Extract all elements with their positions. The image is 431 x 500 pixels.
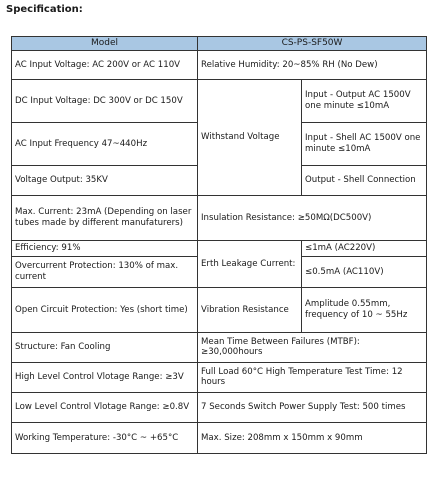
- open-circuit-protection-cell: Open Circuit Protection: Yes (short time): [12, 287, 198, 332]
- model-value-cell: CS-PS-SF50W: [198, 37, 427, 51]
- insulation-resistance-cell: Insulation Resistance: ≥50MΩ(DC500V): [198, 195, 427, 240]
- full-load-test-cell: Full Load 60°C High Temperature Test Time: 12 hours: [198, 362, 427, 392]
- table-row: [12, 287, 427, 332]
- working-temperature-cell: Working Temperature: -30°C ~ +65°C: [12, 422, 198, 453]
- page-heading: Specification:: [6, 4, 83, 15]
- switch-test-cell: 7 Seconds Switch Power Supply Test: 500 times: [198, 392, 427, 422]
- vibration-value-cell: Amplitude 0.55mm, frequency of 10 ~ 55Hz: [302, 287, 427, 332]
- leakage-ac220-cell: ≤1mA (AC220V): [302, 240, 427, 256]
- leakage-ac110-cell: ≤0.5mA (AC110V): [302, 256, 427, 287]
- table-row: [12, 195, 427, 240]
- efficiency-cell: Efficiency: 91%: [12, 240, 198, 256]
- table-row: [12, 422, 427, 453]
- withstand-input-output-cell: Input - Output AC 1500V one minute ≤10mA: [302, 79, 427, 122]
- high-level-control-cell: High Level Control Vlotage Range: ≥3V: [12, 362, 198, 392]
- ac-input-frequency-cell: AC Input Frequency 47~440Hz: [12, 122, 198, 165]
- withstand-voltage-cell: Withstand Voltage: [198, 79, 302, 195]
- table-row: [12, 332, 427, 362]
- earth-leakage-cell: Erth Leakage Current:: [198, 240, 302, 287]
- dc-input-voltage-cell: DC Input Voltage: DC 300V or DC 150V: [12, 79, 198, 122]
- model-label-cell: Model: [12, 37, 198, 51]
- overcurrent-protection-cell: Overcurrent Protection: 130% of max. current: [12, 256, 198, 287]
- structure-cell: Structure: Fan Cooling: [12, 332, 198, 362]
- table-row: [12, 37, 427, 51]
- max-size-cell: Max. Size: 208mm x 150mm x 90mm: [198, 422, 427, 453]
- voltage-output-cell: Voltage Output: 35KV: [12, 165, 198, 195]
- ac-input-voltage-cell: AC Input Voltage: AC 200V or AC 110V: [12, 50, 198, 79]
- max-current-cell: Max. Current: 23mA (Depending on laser tubes made by different manufaturers): [12, 195, 198, 240]
- withstand-output-shell-cell: Output - Shell Connection: [302, 165, 427, 195]
- table-row: [12, 79, 427, 122]
- table-row: [12, 362, 427, 392]
- table-row: [12, 392, 427, 422]
- withstand-input-shell-cell: Input - Shell AC 1500V one minute ≤10mA: [302, 122, 427, 165]
- table-row: [12, 240, 427, 256]
- mtbf-cell: Mean Time Between Failures (MTBF): ≥30,000hours: [198, 332, 427, 362]
- table-row: [12, 50, 427, 79]
- relative-humidity-cell: Relative Humidity: 20~85% RH (No Dew): [198, 50, 427, 79]
- spec-table: [11, 36, 427, 454]
- low-level-control-cell: Low Level Control Vlotage Range: ≥0.8V: [12, 392, 198, 422]
- vibration-resistance-cell: Vibration Resistance: [198, 287, 302, 332]
